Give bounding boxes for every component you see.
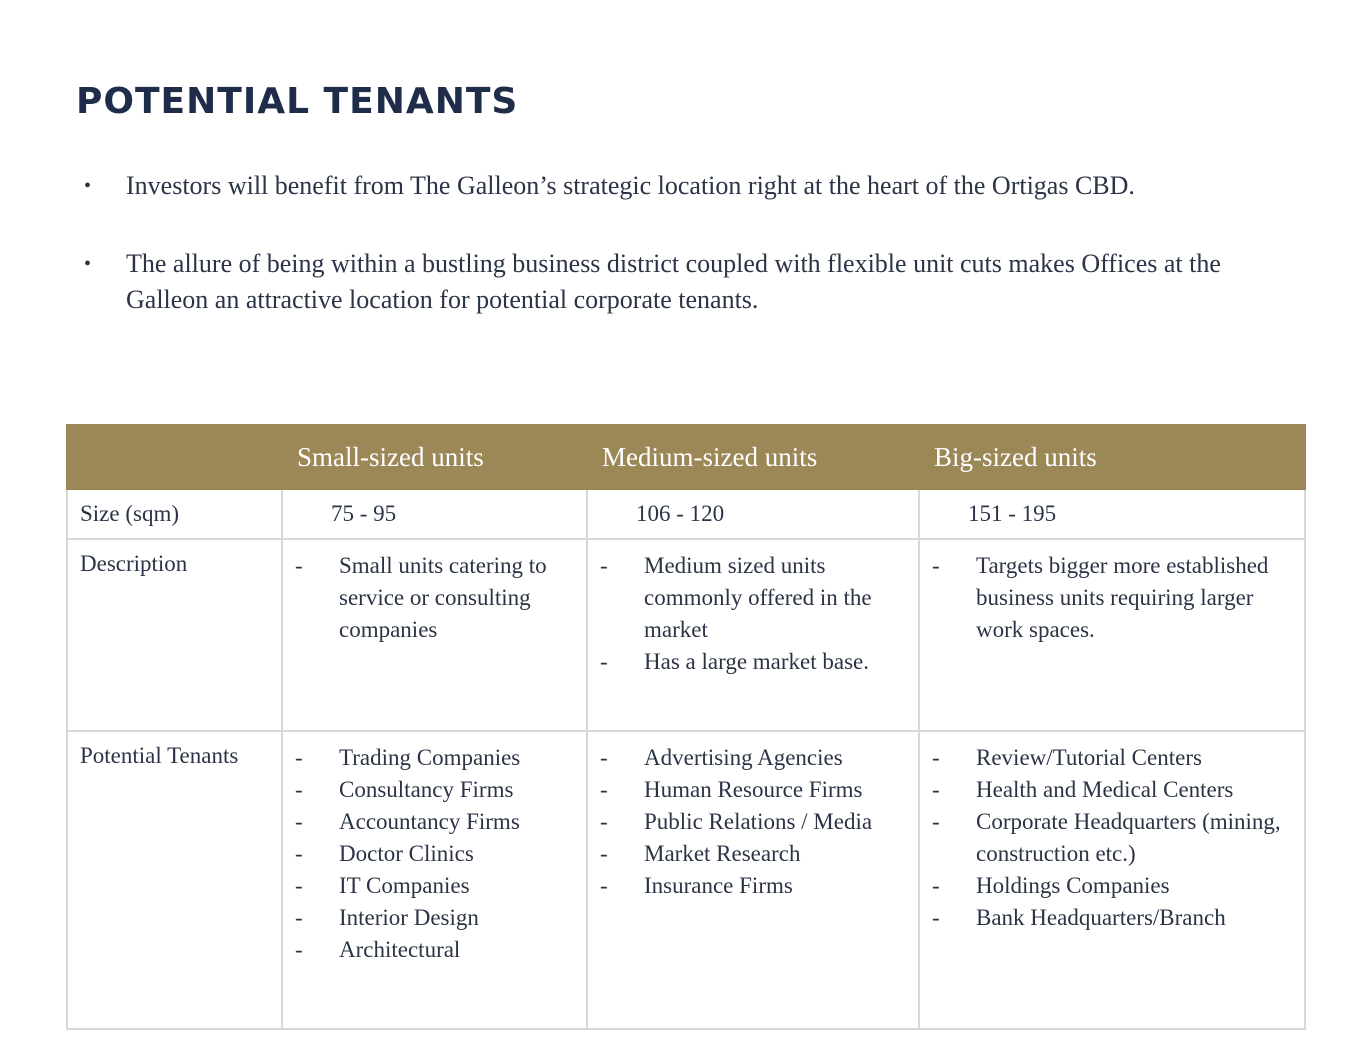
table-row-size — [67, 489, 1305, 539]
table-row-description — [67, 539, 1305, 731]
tenants-small-cell — [282, 731, 587, 1029]
list-item — [600, 870, 908, 902]
list-item-text: Targets bigger more established business units requiring larger work spaces. — [976, 553, 1269, 642]
dash-bullet-icon: - — [600, 777, 608, 802]
list-item — [600, 774, 908, 806]
list-item-text: Has a large market base. — [644, 649, 870, 674]
size-label-cell — [67, 489, 282, 539]
size-value: 106 - 120 — [636, 501, 725, 526]
list-item-text: Trading Companies — [339, 745, 521, 770]
dash-bullet-icon: - — [600, 553, 608, 578]
list-item-text: Small units catering to service or consulting companies — [339, 553, 547, 642]
list-item — [295, 838, 576, 870]
description-small-cell — [282, 539, 587, 731]
list-item — [600, 838, 908, 870]
unit-sizes-table — [66, 424, 1306, 1030]
intro-bullet — [80, 246, 1280, 318]
dash-bullet-icon: - — [295, 873, 303, 898]
dash-bullet-icon: - — [932, 873, 940, 898]
list-item-text: Advertising Agencies — [644, 745, 843, 770]
intro-bullet-text: Investors will benefit from The Galleon’s strategic location right at the heart of the Ortigas CBD. — [126, 171, 1135, 200]
dash-bullet-icon: - — [600, 841, 608, 866]
list-item — [932, 806, 1294, 870]
dash-bullet-icon: - — [295, 745, 303, 770]
description-list — [588, 540, 918, 678]
list-item — [295, 550, 576, 646]
list-item-text: Interior Design — [339, 905, 479, 930]
list-item — [295, 806, 576, 838]
dash-bullet-icon: - — [932, 553, 940, 578]
size-value: 151 - 195 — [968, 501, 1057, 526]
list-item-text: Consultancy Firms — [339, 777, 514, 802]
bullet-dot-icon: • — [84, 253, 92, 275]
list-item-text: Medium sized units commonly offered in the market — [644, 553, 872, 642]
size-medium-cell — [587, 489, 919, 539]
page-title: POTENTIAL TENANTS — [76, 81, 519, 122]
list-item — [932, 774, 1294, 806]
list-item-text: Review/Tutorial Centers — [976, 745, 1202, 770]
tenant-list — [920, 732, 1304, 934]
dash-bullet-icon: - — [932, 777, 940, 802]
list-item-text: Market Research — [644, 841, 801, 866]
dash-bullet-icon: - — [600, 809, 608, 834]
intro-bullet — [80, 168, 1280, 204]
dash-bullet-icon: - — [295, 809, 303, 834]
list-item-text: Public Relations / Media — [644, 809, 873, 834]
intro-bullet-text: The allure of being within a bustling business district coupled with flexible unit cuts makes Offices at the Galleon an attractive location for potential corporate tenants. — [126, 249, 1221, 314]
header-corner-cell — [67, 425, 282, 489]
tenants-medium-cell — [587, 731, 919, 1029]
list-item — [295, 870, 576, 902]
dash-bullet-icon: - — [600, 873, 608, 898]
tenant-list — [283, 732, 586, 966]
list-item-text: IT Companies — [339, 873, 470, 898]
header-big-units: Big-sized units — [919, 425, 1305, 489]
size-value: 75 - 95 — [331, 501, 397, 526]
header-medium-units: Medium-sized units — [587, 425, 919, 489]
description-label-cell — [67, 539, 282, 731]
tenants-label-cell — [67, 731, 282, 1029]
list-item — [600, 742, 908, 774]
table-row-potential-tenants — [67, 731, 1305, 1029]
list-item-text: Doctor Clinics — [339, 841, 474, 866]
table-header-row — [67, 425, 1305, 489]
row-label: Size (sqm) — [80, 501, 180, 526]
list-item — [600, 646, 908, 678]
row-label: Description — [80, 551, 188, 576]
list-item-text: Holdings Companies — [976, 873, 1170, 898]
list-item-text: Bank Headquarters/Branch — [976, 905, 1226, 930]
bullet-dot-icon: • — [84, 175, 92, 197]
description-list — [283, 540, 586, 646]
header-small-units: Small-sized units — [282, 425, 587, 489]
dash-bullet-icon: - — [295, 937, 303, 962]
list-item-text: Insurance Firms — [644, 873, 793, 898]
dash-bullet-icon: - — [600, 649, 608, 674]
list-item — [932, 550, 1294, 646]
list-item — [932, 870, 1294, 902]
description-list — [920, 540, 1304, 646]
list-item — [932, 742, 1294, 774]
list-item — [600, 806, 908, 838]
description-big-cell — [919, 539, 1305, 731]
list-item — [295, 934, 576, 966]
list-item — [600, 550, 908, 646]
row-label: Potential Tenants — [80, 743, 239, 768]
intro-bullet-list — [80, 168, 1280, 318]
tenants-big-cell — [919, 731, 1305, 1029]
list-item-text: Health and Medical Centers — [976, 777, 1234, 802]
dash-bullet-icon: - — [932, 809, 940, 834]
dash-bullet-icon: - — [295, 841, 303, 866]
list-item — [295, 774, 576, 806]
dash-bullet-icon: - — [295, 777, 303, 802]
list-item — [295, 742, 576, 774]
list-item-text: Architectural — [339, 937, 461, 962]
list-item-text: Human Resource Firms — [644, 777, 863, 802]
dash-bullet-icon: - — [932, 905, 940, 930]
dash-bullet-icon: - — [600, 745, 608, 770]
tenant-list — [588, 732, 918, 902]
list-item — [295, 902, 576, 934]
dash-bullet-icon: - — [295, 553, 303, 578]
description-medium-cell — [587, 539, 919, 731]
dash-bullet-icon: - — [295, 905, 303, 930]
dash-bullet-icon: - — [932, 745, 940, 770]
size-big-cell — [919, 489, 1305, 539]
size-small-cell — [282, 489, 587, 539]
list-item-text: Corporate Headquarters (mining, construction etc.) — [976, 809, 1281, 866]
list-item-text: Accountancy Firms — [339, 809, 520, 834]
list-item — [932, 902, 1294, 934]
